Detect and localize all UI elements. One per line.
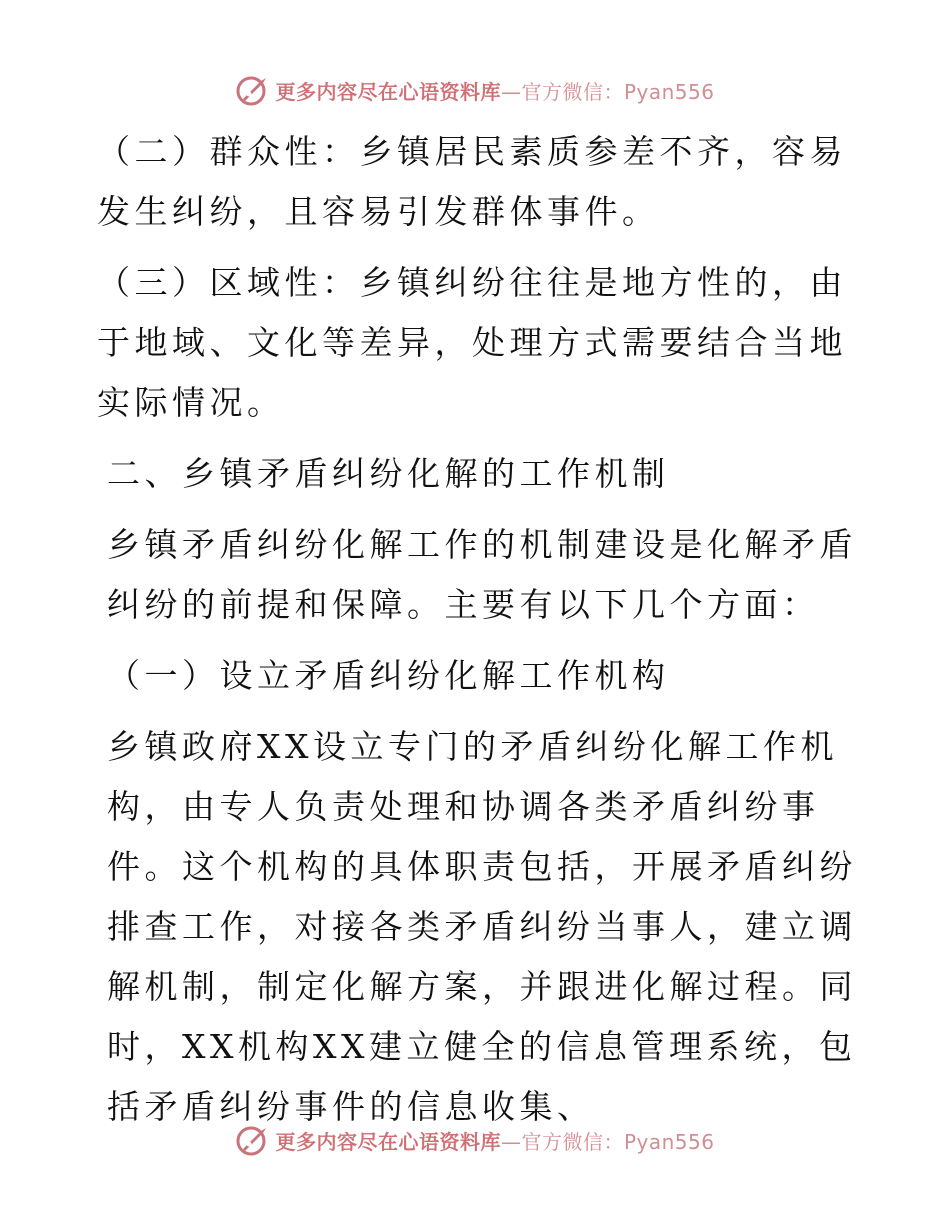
subheading-establish-agency: （一）设立矛盾纠纷化解工作机构	[107, 656, 670, 695]
watermark-banner-top	[0, 70, 950, 110]
section-heading-mechanism: 二、乡镇矛盾纠纷化解的工作机制	[107, 454, 670, 493]
paragraph-mass-nature: （二）群众性：乡镇居民素质参差不齐，容易发生纠纷，且容易引发群体事件。	[97, 132, 847, 231]
watermark-text: 更多内容尽在心语资料库—官方微信：Pyan556	[275, 79, 715, 104]
paragraph-mechanism-intro: 乡镇矛盾纠纷化解工作的机制建设是化解矛盾纠纷的前提和保障。主要有以下几个方面：	[107, 525, 857, 624]
watermark-banner-bottom	[0, 1120, 950, 1160]
document-body	[97, 122, 857, 1148]
pen-logo-icon	[235, 72, 271, 108]
pen-logo-icon	[235, 1122, 271, 1158]
paragraph-regional-nature: （三）区域性：乡镇纠纷往往是地方性的，由于地域、文化等差异，处理方式需要结合当地实际情况。	[97, 263, 847, 422]
paragraph-agency-details: 乡镇政府XX设立专门的矛盾纠纷化解工作机构，由专人负责处理和协调各类矛盾纠纷事件。这个机构的具体职责包括，开展矛盾纠纷排查工作，对接各类矛盾纠纷当事人，建立调解机制，制定化解方案，并跟进化解过程。同时，XX机构XX建立健全的信息管理系统，包括矛盾纠纷事件的信息收集、	[107, 727, 857, 1126]
watermark-text: 更多内容尽在心语资料库—官方微信：Pyan556	[275, 1129, 715, 1154]
